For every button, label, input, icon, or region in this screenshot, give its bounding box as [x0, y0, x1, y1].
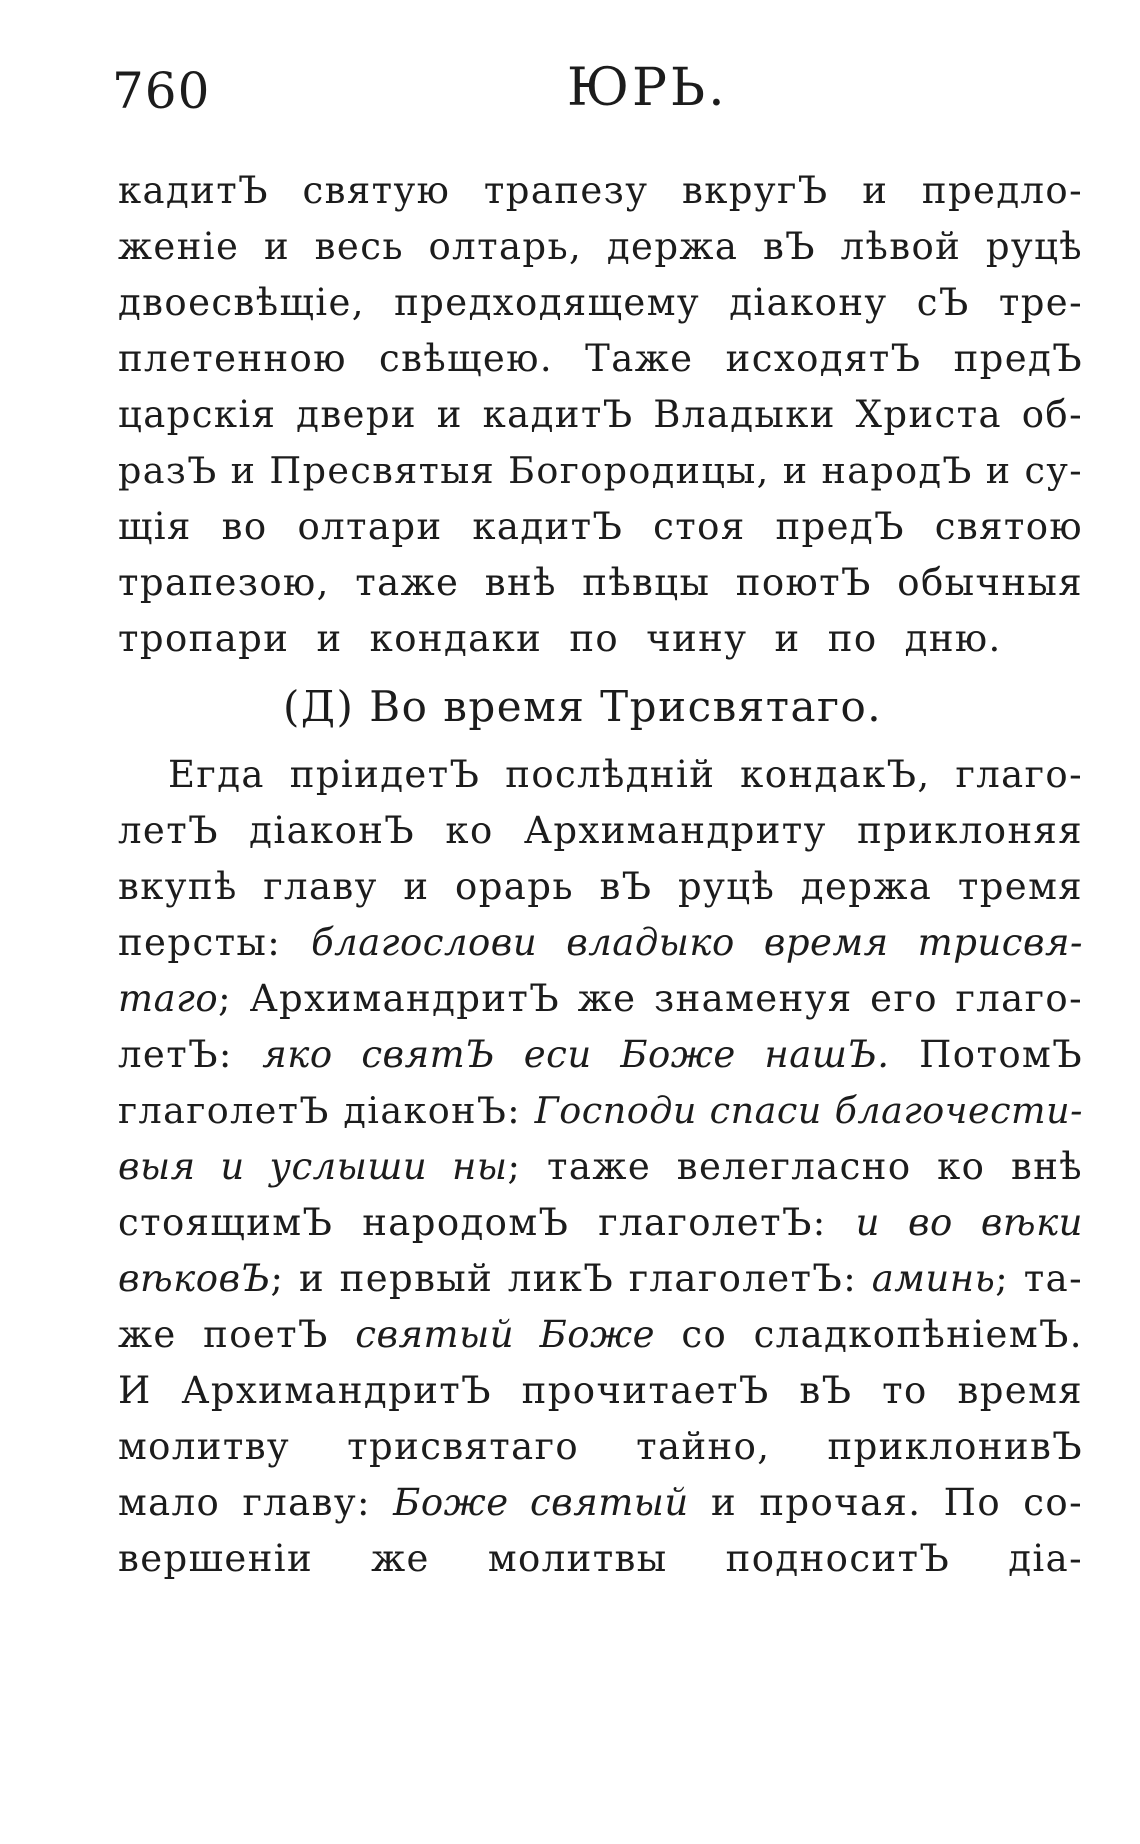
text-segment: ; АрхимандритЪ же знаменуя его глаго- — [218, 977, 1083, 1020]
text-line — [118, 1363, 1083, 1419]
text-segment: ПотомЪ — [889, 1033, 1083, 1076]
italic-text: аминь — [871, 1257, 996, 1300]
text-segment: глаголетЪ діаконЪ: — [118, 1089, 535, 1132]
text-line — [118, 1027, 1083, 1083]
text-segment: ; та- — [995, 1257, 1083, 1300]
section-heading: (Д) Во время Трисвятаго. — [283, 682, 883, 731]
text-segment: ; и первый ликЪ глаголетЪ: — [270, 1257, 872, 1300]
text-line — [118, 1475, 1083, 1531]
text-segment: вкупѣ главу и орарь вЪ руцѣ держа тремя — [118, 865, 1083, 908]
italic-text: яко святЪ еси Боже нашЪ. — [262, 1033, 890, 1076]
text-segment: и прочая. По со- — [688, 1481, 1083, 1524]
text-line: щія во олтари кадитЪ стоя предЪ святою — [118, 505, 1083, 548]
text-line — [118, 1307, 1083, 1363]
text-line — [118, 747, 1083, 803]
page-header — [112, 50, 1082, 140]
body-text — [118, 163, 1083, 1587]
text-line — [118, 1083, 1083, 1139]
paragraph-1 — [118, 163, 1083, 667]
italic-text: выя и услыши ны — [118, 1145, 508, 1188]
text-segment: молитву трисвятаго тайно, приклонивЪ — [118, 1425, 1083, 1468]
text-segment: со сладкопѣніемЪ. — [654, 1313, 1083, 1356]
text-segment: летЪ: — [118, 1033, 263, 1076]
text-line — [118, 1251, 1083, 1307]
text-segment: стоящимЪ народомЪ глаголетЪ: — [118, 1201, 856, 1244]
italic-text: Боже святый — [393, 1481, 689, 1524]
text-segment: И АрхимандритЪ прочитаетЪ вЪ то время — [118, 1369, 1083, 1412]
text-segment: летЪ діаконЪ ко Архимандриту приклоняя — [118, 809, 1083, 852]
text-line — [118, 803, 1083, 859]
text-line: царскія двери и кадитЪ Владыки Христа об- — [118, 393, 1083, 436]
italic-text: вѣковЪ — [118, 1257, 271, 1300]
text-line: трапезою, таже внѣ пѣвцы поютЪ обычныя — [118, 561, 1083, 604]
text-segment: вершеніи же молитвы подноситЪ діа- — [118, 1537, 1083, 1580]
text-line — [118, 971, 1083, 1027]
text-segment: же поетЪ — [118, 1313, 356, 1356]
text-line — [118, 1139, 1083, 1195]
text-line — [118, 1531, 1083, 1587]
text-line: плетенною свѣщею. Таже исходятЪ предЪ — [118, 337, 1083, 380]
text-line: женіе и весь олтарь, держа вЪ лѣвой руцѣ — [118, 225, 1083, 268]
text-line — [118, 915, 1083, 971]
text-segment: персты: — [118, 921, 312, 964]
text-line: разЪ и Пресвятыя Богородицы, и народЪ и су- — [118, 449, 1083, 492]
text-segment: мало главу: — [118, 1481, 394, 1524]
italic-text: таго — [118, 977, 219, 1020]
italic-text: и во вѣки — [855, 1201, 1083, 1244]
text-segment: ; таже велегласно ко внѣ — [507, 1145, 1084, 1188]
text-line: кадитЪ святую трапезу вкругЪ и предло- — [118, 169, 1083, 212]
running-head: ЮРЬ. — [567, 58, 728, 118]
italic-text: благослови владыко время трисвя- — [311, 921, 1084, 964]
text-line — [118, 1195, 1083, 1251]
page-number: 760 — [112, 62, 211, 120]
text-segment: Егда пріидетЪ послѣдній кондакЪ, глаго- — [168, 753, 1083, 796]
text-line: тропари и кондаки по чину и по дню. — [118, 617, 1002, 660]
text-line — [118, 1419, 1083, 1475]
paragraph-2 — [118, 747, 1083, 1587]
italic-text: Господи спаси благочести- — [534, 1089, 1083, 1132]
text-line — [118, 859, 1083, 915]
italic-text: святый Боже — [355, 1313, 655, 1356]
text-line: двоесвѣщіе, предходящему діакону сЪ тре- — [118, 281, 1083, 324]
